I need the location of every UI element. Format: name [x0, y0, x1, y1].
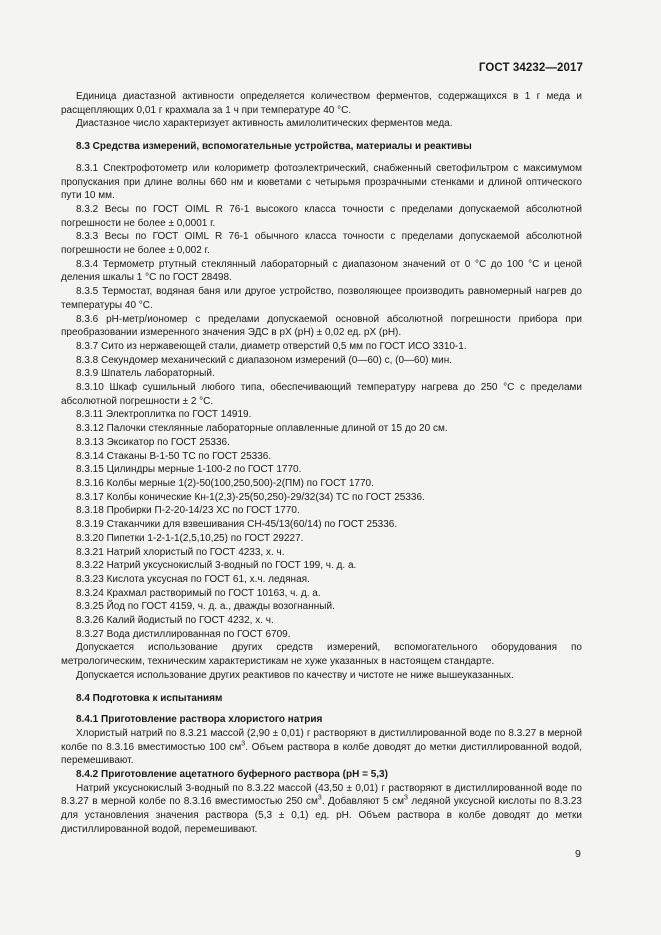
list-item: 8.3.27 Вода дистиллированная по ГОСТ 6709.: [76, 628, 291, 640]
list-item: 8.3.5 Термостат, водяная баня или другое устройство, позволяющее производить равномерный нагрев до температуры 40 °С.: [61, 286, 582, 311]
page-number: 9: [575, 848, 581, 860]
note-paragraph: Допускается использование других реактивов по качеству и чистоте не ниже вышеуказанных.: [76, 669, 514, 681]
intro-paragraph: Единица диастазной активности определяется количеством ферментов, содержащихся в 1 г меда и расщепляющих 0,01 г крахмала за 1 ч при температуре 40 °С.: [61, 91, 582, 116]
intro-paragraph: Диастазное число характеризует активность амилолитических ферментов меда.: [76, 118, 453, 130]
list-item: 8.3.13 Эксикатор по ГОСТ 25336.: [76, 436, 230, 448]
section-8-4-heading: 8.4 Подготовка к испытаниям: [76, 692, 223, 704]
list-item: 8.3.3 Весы по ГОСТ OIML R 76-1 обычного класса точности с пределами допускаемой абсолютной погрешности не более ± 0,002 г.: [61, 231, 582, 257]
list-item: 8.3.21 Натрий хлористый по ГОСТ 4233, х. ч.: [76, 546, 285, 558]
list-item: 8.3.23 Кислота уксусная по ГОСТ 61, х.ч. ледяная.: [76, 573, 310, 585]
list-item: 8.3.22 Натрий уксуснокислый 3-водный по ГОСТ 199, ч. д. а.: [76, 560, 357, 572]
note-paragraph: Допускается использование других средств измерений, вспомогательного оборудования по метрологическим, техническим характеристикам не хуже указанных в настоящем стандарте.: [61, 642, 582, 668]
subsection-8-4-1-text: Хлористый натрий по 8.3.21 массой (2,90 ± 0,01) г растворяют в дистиллированной воде по 8.3.27 в мерной колбе по 8.3.16 вместимостью 100 $см^3$. Объем раствора в колбе доводят до метки дистиллированной водой, перемешивают.: [61, 727, 583, 767]
list-item: 8.3.6 pH-метр/иономер с пределами допускаемой основной абсолютной погрешности прибора при преобразовании измеренного значения ЭДС в pX (pH) ± 0,02 ед. pX (pH).: [61, 313, 582, 339]
list-item: 8.3.16 Колбы мерные 1(2)-50(100,250,500)-2(ПМ) по ГОСТ 1770.: [76, 477, 374, 489]
standard-header: ГОСТ 34232—2017: [478, 62, 583, 74]
subsection-8-4-1-heading: 8.4.1 Приготовление раствора хлористого натрия: [76, 714, 323, 726]
list-item: 8.3.19 Стаканчики для взвешивания СН-45/13(60/14) по ГОСТ 25336.: [76, 519, 398, 531]
section-8-3-heading: 8.3 Средства измерений, вспомогательные устройства, материалы и реактивы: [76, 141, 472, 153]
list-item: 8.3.11 Электроплитка по ГОСТ 14919.: [76, 409, 252, 421]
section-8-3-list: [61, 162, 582, 642]
list-item: 8.3.24 Крахмал растворимый по ГОСТ 10163, ч. д. а.: [76, 587, 321, 599]
list-item: 8.3.20 Пипетки 1-2-1-1(2,5,10,25) по ГОСТ 29227.: [76, 532, 304, 544]
list-item: 8.3.9 Шпатель лабораторный.: [76, 368, 215, 380]
list-item: 8.3.14 Стаканы В-1-50 ТС по ГОСТ 25336.: [76, 450, 272, 462]
subsection-8-4-2-heading: 8.4.2 Приготовление ацетатного буферного раствора (pH = 5,3): [76, 769, 388, 781]
list-item: 8.3.2 Весы по ГОСТ OIML R 76-1 высокого класса точности с пределами допускаемой абсолютной погрешности не более ± 0,0001 г.: [61, 203, 582, 229]
document-body: [61, 90, 582, 837]
list-item: 8.3.10 Шкаф сушильный любого типа, обеспечивающий температуру нагрева до 250 °С с пределами абсолютной погрешности ± 2 °С.: [61, 382, 582, 407]
list-item: 8.3.15 Цилиндры мерные 1-100-2 по ГОСТ 1770.: [76, 464, 302, 476]
list-item: 8.3.26 Калий йодистый по ГОСТ 4232, х. ч.: [76, 615, 274, 627]
list-item: 8.3.25 Йод по ГОСТ 4159, ч. д. а., дважды возогнанный.: [76, 601, 335, 613]
list-item: 8.3.7 Сито из нержавеющей стали, диаметр отверстий 0,5 мм по ГОСТ ИСО 3310-1.: [76, 340, 467, 352]
list-item: 8.3.17 Колбы конические Кн-1(2,3)-25(50,250)-29/32(34) ТС по ГОСТ 25336.: [76, 491, 425, 503]
subsection-8-4-2-text: Натрий уксуснокислый 3-водный по 8.3.22 массой (43,50 ± 0,01) г растворяют в дистиллированной воде по 8.3.27 в мерной колбе по 8.3.16 вместимостью 250 $см^3$. Добавляют 5 $см^3$ ледяной уксусной кислоты по 8.3.23 для установления значения раствора (5,3 ± 0,1) ед. pH. Объем раствора в колбе доводят до метки дистиллированной водой, перемешивают.: [61, 782, 582, 835]
list-item: 8.3.8 Секундомер механический с диапазоном измерений (0—60) с, (0—60) мин.: [76, 354, 453, 366]
list-item: 8.3.4 Термометр ртутный стеклянный лабораторный с диапазоном значений от 0 °С до 100 °С и ценой деления шкалы 1 °С по ГОСТ 28498.: [61, 258, 582, 284]
list-item: 8.3.12 Палочки стеклянные лабораторные оплавленные длиной от 15 до 20 см.: [76, 423, 448, 435]
list-item: 8.3.18 Пробирки П-2-20-14/23 ХС по ГОСТ 1770.: [76, 505, 300, 517]
list-item: 8.3.1 Спектрофотометр или колориметр фотоэлектрический, снабженный светофильтром с максимумом пропускания при длине волны 660 нм и кюветами с четырьмя прозрачными стенками и длиной оптического пути 10 мм.: [61, 162, 582, 202]
